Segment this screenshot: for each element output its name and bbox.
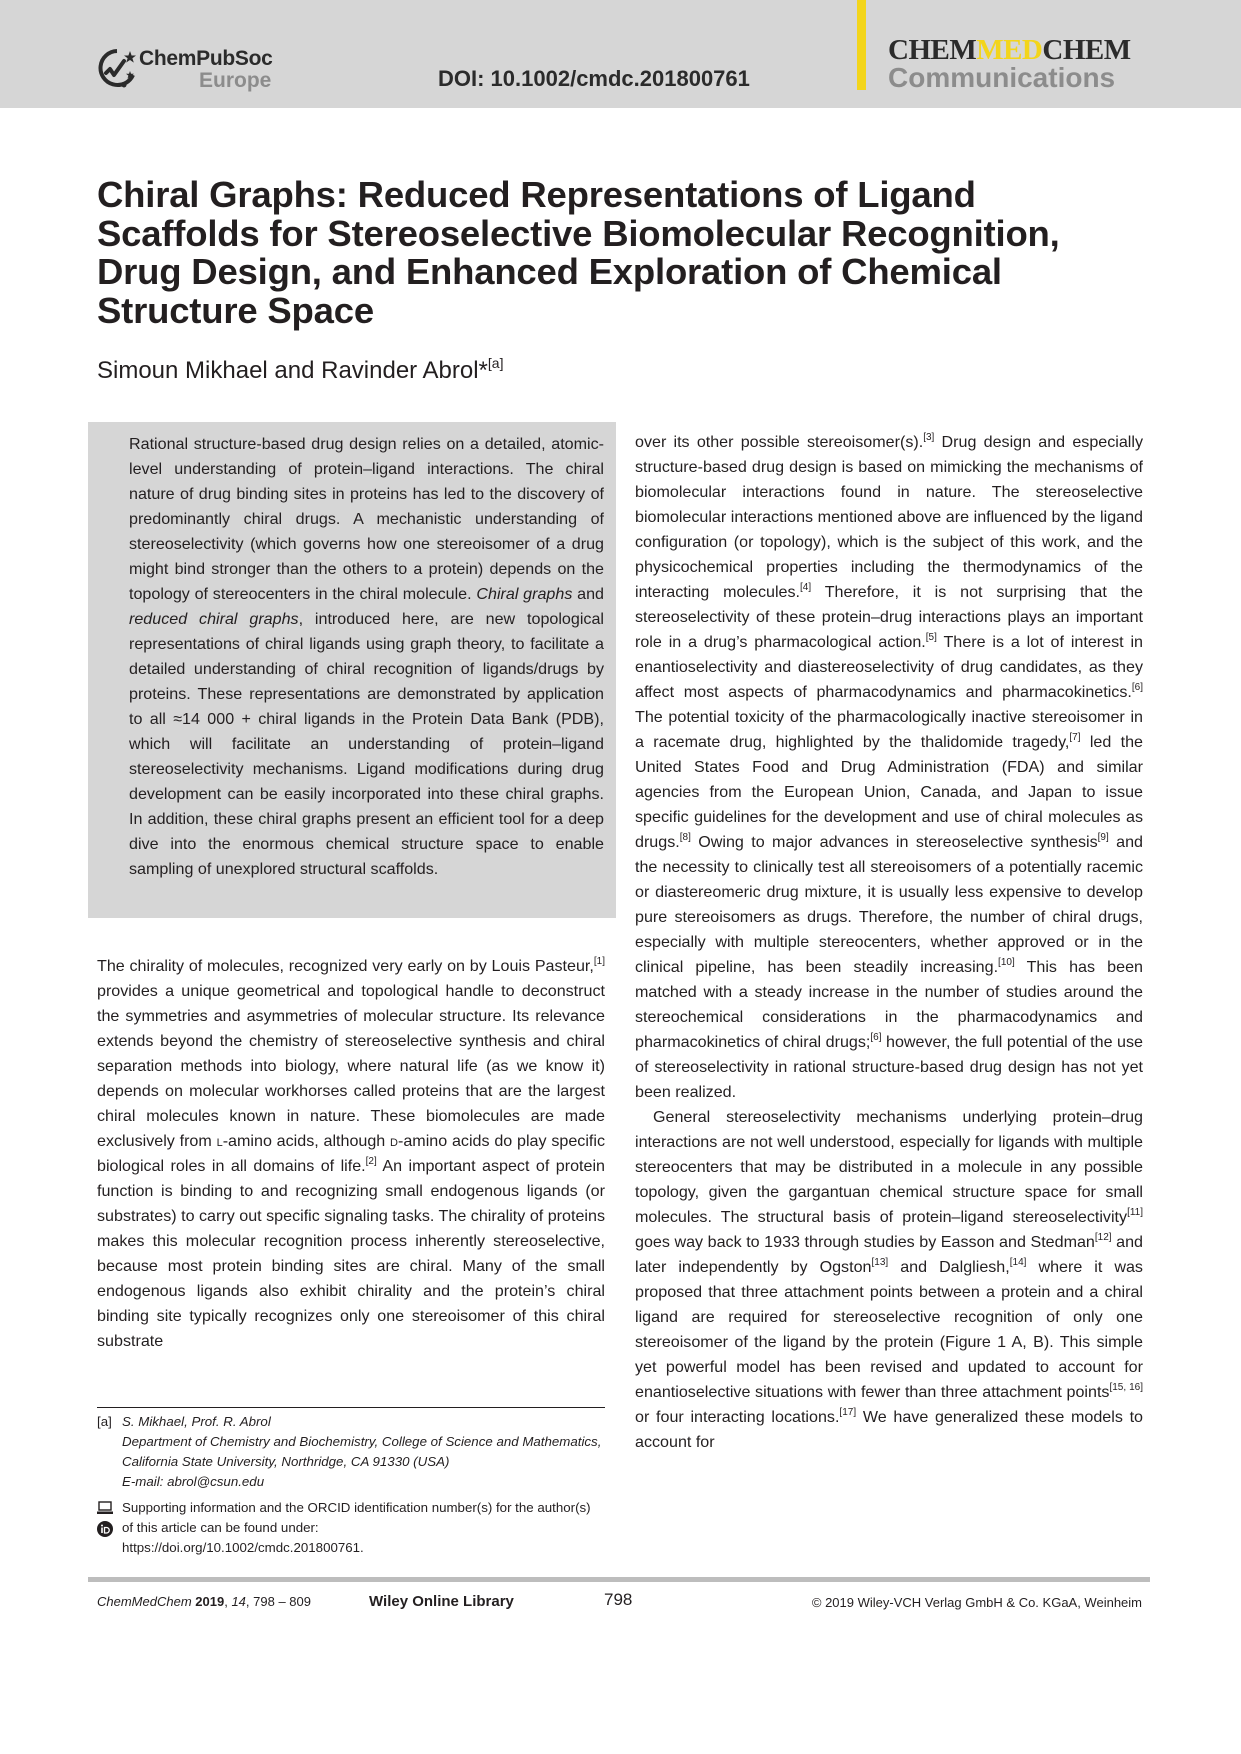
body-text: provides a unique geometrical and topological handle to deconstruct the symmetries and asymmetries of molecular structure. Its relevance extends beyond the chemistry of stereoselective synthesis and chiral separation methods into biology, where natural life (as we know it) depends on molecular workhorses called proteins that are the largest chiral molecules known in nature. These biomolecules are made exclusively from	[97, 982, 605, 1150]
citation-ref[interactable]: [11]	[1127, 1207, 1143, 1218]
journal-section: Communications	[888, 62, 1116, 93]
wiley-online-library-link[interactable]: Wiley Online Library	[369, 1593, 514, 1610]
body-paragraph	[635, 430, 1143, 1105]
chempubsoc-star-icon	[97, 47, 137, 93]
footer-pages: 798 – 809	[253, 1594, 311, 1609]
body-text: -amino acids, although	[222, 1132, 391, 1150]
body-column-left	[97, 954, 605, 1354]
citation-ref[interactable]: [6]	[870, 1032, 882, 1043]
citation-ref[interactable]: [3]	[923, 432, 935, 443]
citation-ref[interactable]: [8]	[679, 832, 691, 843]
journal-accent-bar	[857, 0, 866, 90]
body-text: and Dalgliesh,	[888, 1258, 1010, 1276]
body-text: The chirality of molecules, recognized very early on by Louis Pasteur,	[97, 957, 594, 975]
body-text: and the necessity to clinically test all stereoisomers of a potentially racemic or diastereomeric drug mixture, it is usually less expensive to develop pure stereoisomers as drugs. Therefore, the number of chiral drugs, especially with multiple stereocenters, whether approved or in the clinical pipeline, has been steadily increasing.	[635, 833, 1143, 976]
abstract-text-segment: and	[572, 585, 605, 603]
citation-ref[interactable]: [12]	[1094, 1232, 1112, 1243]
chempubsoc-logo	[97, 45, 287, 95]
body-column-right	[635, 430, 1143, 1455]
abstract-text	[129, 432, 604, 882]
citation-ref[interactable]: [17]	[839, 1407, 857, 1418]
affiliation-email[interactable]: E-mail: abrol@csun.edu	[122, 1474, 265, 1489]
body-text: where it was proposed that three attachment points between a protein and a chiral ligand are required for stereoselective recognition of only one stereoisomer of the ligand by the protein (Figure 1 A, B). This simple yet powerful model has been revised and updated to account for enantioselective situations with fewer than three attachment points	[635, 1258, 1143, 1401]
citation-ref[interactable]: [4]	[800, 582, 812, 593]
small-caps-d: d	[390, 1132, 398, 1150]
body-paragraph	[635, 1105, 1143, 1455]
journal-header	[0, 0, 1241, 108]
small-caps-l: l	[216, 1132, 223, 1150]
abstract-text-segment: Rational structure-based drug design relies on a detailed, atomic-level understanding of protein–ligand interactions. The chiral nature of drug binding sites in proteins has led to the discovery of predominantly chiral drugs. A mechanistic understanding of stereoselectivity (which governs how one stereoisomer of a drug might bind stronger than the others to a protein) depends on the topology of stereocenters in the chiral molecule.	[129, 435, 604, 603]
supporting-info-link[interactable]: https://doi.org/10.1002/cmdc.201800761.	[122, 1540, 364, 1555]
journal-logo-med: MED	[976, 34, 1043, 66]
body-text: The potential toxicity of the pharmacologically inactive stereoisomer in a racemate drug, highlighted by the thalidomide tragedy,	[635, 708, 1143, 751]
body-paragraph	[97, 954, 605, 1354]
laptop-icon	[97, 1501, 113, 1515]
page-number: 798	[604, 1590, 633, 1609]
orcid-icon	[97, 1521, 113, 1537]
footer-journal-name: ChemMedChem	[97, 1594, 192, 1609]
citation-ref[interactable]: [10]	[998, 957, 1015, 968]
body-text: An important aspect of protein function is binding to and recognizing small endogenous ligands (or substrates) to carry out specific signaling tasks. The chirality of proteins makes this molecular recognition process inherently stereoselective, because most protein binding sites are chiral. Many of the small endogenous ligands also exhibit chirality and the protein’s chiral binding site typically recognizes only one stereoisomer of this chiral substrate	[97, 1157, 605, 1350]
journal-logo-chem-prefix: CHEM	[888, 34, 977, 66]
citation-ref[interactable]: [7]	[1069, 732, 1081, 743]
body-text: We have generalized these models to account for	[635, 1408, 1143, 1451]
doi-link[interactable]: DOI: 10.1002/cmdc.201800761	[438, 66, 750, 91]
citation-ref[interactable]: [2]	[365, 1156, 377, 1167]
body-text: over its other possible stereoisomer(s).	[635, 433, 924, 451]
author-names: Simoun Mikhael and Ravinder Abrol*	[97, 357, 488, 384]
publisher-name: ChemPubSoc	[139, 47, 273, 70]
supporting-info-text: Supporting information and the ORCID identification number(s) for the author(s) of this article can be found under:	[122, 1500, 591, 1535]
body-text: General stereoselectivity mechanisms underlying protein–drug interactions are not well understood, especially for ligands with multiple stereocenters that may be distributed in a molecule in any possible topology, given the gargantuan chemical structure space for small molecules. The structural basis of protein–ligand stereoselectivity	[635, 1108, 1143, 1226]
body-text: goes way back to 1933 through studies by Easson and Stedman	[635, 1233, 1095, 1251]
abstract-text-segment: , introduced here, are new topological representations of chiral ligands using graph theory, to facilitate a detailed understanding of chiral recognition of ligands/drugs by proteins. These representations are demonstrated by application to all ≈14 000 + chiral ligands in the Protein Data Bank (PDB), which will facilitate an understanding of protein–ligand stereoselectivity mechanisms. Ligand modifications during drug development can be easily incorporated into these chiral graphs. In addition, these chiral graphs present an efficient tool for a deep dive into the enormous chemical structure space to enable sampling of unexplored structural scaffolds.	[129, 610, 604, 878]
body-text: This has been matched with a steady increase in the number of studies around the stereochemical considerations in the pharmacodynamics and pharmacokinetics of chiral drugs;	[635, 958, 1143, 1051]
footer-citation: ChemMedChem 2019, 14, 798 – 809	[97, 1594, 311, 1609]
abstract-box	[88, 422, 616, 918]
body-text: Drug design and especially structure-based drug design is based on mimicking the mechanisms of biomolecular interactions found in nature. The stereoselective biomolecular interactions mentioned above are influenced by the ligand configuration (or topology), which is the subject of this work, and the physicochemical properties including the thermodynamics of the interacting molecules.	[635, 433, 1143, 601]
abstract-emphasis-reduced-chiral-graphs: reduced chiral graphs	[129, 610, 299, 628]
citation-ref[interactable]: [1]	[593, 956, 605, 967]
author-affiliation-mark[interactable]: [a]	[487, 355, 504, 371]
affiliation-address: Department of Chemistry and Biochemistry, College of Science and Mathematics, California State University, Northridge, CA 91330 (USA)	[122, 1434, 602, 1469]
citation-ref[interactable]: [14]	[1009, 1257, 1027, 1268]
footer-year: 2019	[195, 1594, 225, 1609]
citation-ref[interactable]: [15, 16]	[1109, 1382, 1144, 1393]
body-text: however, the full potential of the use of stereoselectivity in rational structure-based drug design has not yet been realized.	[635, 1033, 1143, 1101]
journal-logo-chem-suffix: CHEM	[1042, 34, 1131, 66]
footer-volume: 14	[231, 1594, 246, 1609]
body-text: There is a lot of interest in enantioselectivity and diastereoselectivity of drug candidates, as they affect most aspects of pharmacodynamics and pharmacokinetics.	[635, 633, 1143, 701]
body-text: -amino acids do play specific biological roles in all domains of life.	[97, 1132, 605, 1175]
affiliation-footnote	[97, 1412, 605, 1492]
supporting-info-footnote	[97, 1498, 605, 1558]
footnote-divider	[97, 1407, 605, 1408]
article-authors	[97, 355, 503, 385]
citation-ref[interactable]: [13]	[871, 1257, 889, 1268]
body-text: and later independently by Ogston	[635, 1233, 1143, 1276]
article-title: Chiral Graphs: Reduced Representations of Ligand Scaffolds for Stereoselective Biomolecular Recognition, Drug Design, and Enhanced Exploration of Chemical Structure Space	[97, 174, 1060, 331]
body-text: led the United States Food and Drug Administration (FDA) and similar agencies from the European Union, Canada, and Japan to issue specific guidelines for the development and use of chiral molecules as drugs.	[635, 733, 1143, 851]
affiliation-names: S. Mikhael, Prof. R. Abrol	[122, 1414, 271, 1429]
footer-divider	[88, 1577, 1150, 1582]
abstract-paragraph	[129, 432, 604, 882]
citation-ref[interactable]: [9]	[1097, 832, 1109, 843]
citation-ref[interactable]: [6]	[1131, 682, 1143, 693]
abstract-emphasis-chiral-graphs: Chiral graphs	[476, 585, 573, 603]
body-text: or four interacting locations.	[635, 1408, 840, 1426]
copyright-notice: © 2019 Wiley-VCH Verlag GmbH & Co. KGaA, Weinheim	[811, 1595, 1142, 1610]
body-text: Therefore, it is not surprising that the stereoselectivity of these protein–drug interactions plays an important role in a drug’s pharmacological action.	[635, 583, 1144, 651]
footnotes	[97, 1412, 605, 1558]
affiliation-footnote-mark: [a]	[97, 1414, 112, 1429]
publisher-region: Europe	[199, 69, 272, 92]
body-text: Owing to major advances in stereoselective synthesis	[690, 833, 1098, 851]
citation-ref[interactable]: [5]	[925, 632, 937, 643]
